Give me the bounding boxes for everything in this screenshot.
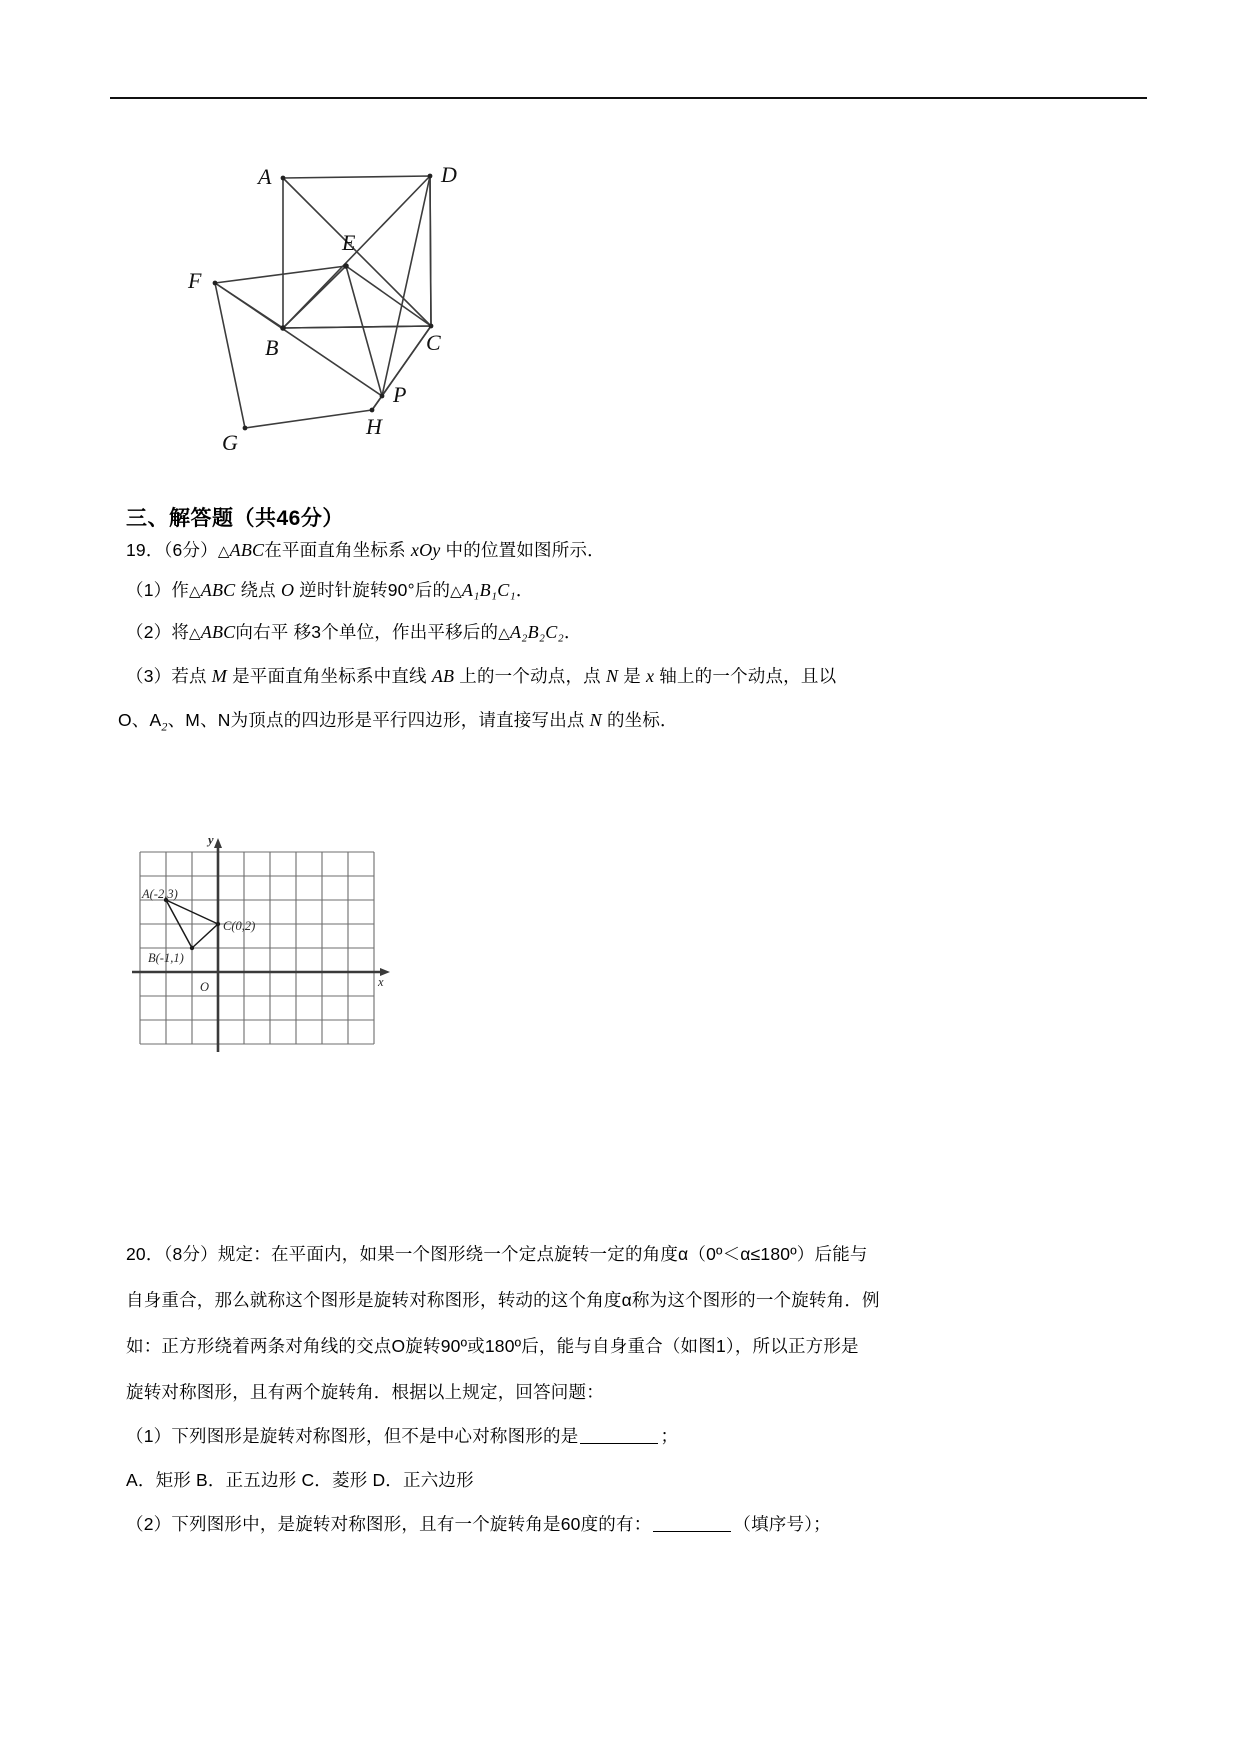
figure-label-A: A xyxy=(258,164,272,189)
geometry-figure-squares xyxy=(150,138,510,478)
grid-label-B: B(-1,1) xyxy=(148,951,184,965)
q20p1-pre: （1）下列图形是旋转对称图形，但不是中心对称图形的是 xyxy=(126,1426,579,1446)
question-20-number: 20 xyxy=(126,1244,146,1264)
q19p2-b: 向右平 移3个单位，作出平移后的 xyxy=(235,622,499,642)
header-rule xyxy=(110,97,1147,99)
q19-abc-label: ABC xyxy=(229,540,265,560)
figure-label-B: B xyxy=(265,335,279,360)
q19-text-b: 中的位置如图所示． xyxy=(445,540,605,560)
grid-label-A: A(-2,3) xyxy=(142,887,178,901)
figure-label-F: F xyxy=(188,268,202,293)
question-19-number: 19 xyxy=(126,540,146,560)
q19p3-m: M xyxy=(211,666,227,686)
q19p1-abc: ABC xyxy=(200,580,236,600)
q19p3-x: x xyxy=(646,666,655,686)
q19p3-a: （3）若点 xyxy=(126,666,207,686)
question-20-line-2: 自身重合，那么就称这个图形是旋转对称图形，转动的这个角度α称为这个图形的一个旋转角．例 xyxy=(126,1290,880,1310)
q19p1-c: 逆时针旋转90°后的 xyxy=(299,580,451,600)
q19p2-a: （2）将 xyxy=(126,622,190,642)
grid-label-origin: O xyxy=(200,980,210,994)
point-B xyxy=(190,946,194,950)
q19p3-d: 是 xyxy=(623,666,641,686)
triangle-icon: △ xyxy=(189,582,201,600)
q19p1-a: （1）作 xyxy=(126,580,190,600)
triangle-icon: △ xyxy=(217,542,230,560)
question-19-part-3-cont xyxy=(118,708,678,739)
q19-xoy: xOy xyxy=(410,540,441,560)
question-20-line-4: 旋转对称图形，且有两个旋转角．根据以上规定，回答问题： xyxy=(126,1382,604,1402)
q19p3-c: 上的一个动点，点 xyxy=(459,666,601,686)
q19p1-b: 绕点 xyxy=(240,580,276,600)
figure-label-C: C xyxy=(426,330,441,355)
q20-line1-text: ．（8分）规定：在平面内，如果一个图形绕一个定点旋转一定的角度α（0º＜α≤180º）后能与 xyxy=(145,1244,868,1264)
question-19-part-2 xyxy=(126,620,582,645)
question-20-options: A．矩形 B．正五边形 C．菱形 D．正六边形 xyxy=(126,1470,474,1490)
q20p2-post: （填序号）； xyxy=(733,1514,831,1534)
grid-label-x-axis: x xyxy=(378,975,384,989)
q19-points: （6分） xyxy=(163,540,218,560)
figure-label-E: E xyxy=(342,230,356,255)
q19p2-end: ． xyxy=(563,622,582,642)
question-20-part-1 xyxy=(126,1424,678,1448)
figure-label-P: P xyxy=(393,382,407,407)
q19p4-c: 的坐标． xyxy=(606,710,678,730)
q19-dot: ． xyxy=(145,540,164,560)
point-C xyxy=(216,922,220,926)
q19p1-end: ． xyxy=(515,580,534,600)
grid-label-y-axis: y xyxy=(208,833,214,847)
grid-label-C: C(0,2) xyxy=(223,919,256,933)
q19p4-n: N xyxy=(589,710,602,730)
q19p3-e: 轴上的一个动点，且以 xyxy=(659,666,837,686)
q20p1-post: ； xyxy=(660,1426,679,1446)
question-20-line-3: 如：正方形绕着两条对角线的交点O旋转90º或180º后，能与自身重合（如图1），所以正方形是 xyxy=(126,1336,859,1356)
coordinate-grid-figure xyxy=(128,830,393,1055)
q19p4-b: 、M、N为顶点的四边形是平行四边形，请直接写出点 xyxy=(167,710,585,730)
question-19-part-3 xyxy=(126,664,836,688)
q19p2-label: A₂B₂C₂ xyxy=(509,622,564,642)
figure-label-D: D xyxy=(441,162,457,187)
q19p3-b: 是平面直角坐标系中直线 xyxy=(232,666,427,686)
section-heading: 三、解答题（共46分） xyxy=(126,507,344,530)
q20p2-pre: （2）下列图形中，是旋转对称图形，且有一个旋转角是60度的有： xyxy=(126,1514,652,1534)
q19p4-sub: 2 xyxy=(161,719,168,734)
question-19-part-1 xyxy=(126,578,534,603)
q19p4-a: O、A xyxy=(118,710,162,730)
q19p3-ab: AB xyxy=(431,666,455,686)
q19p2-abc: ABC xyxy=(200,622,236,642)
q19p3-n: N xyxy=(605,666,619,686)
q19-text-a: 在平面直角坐标系 xyxy=(264,540,406,560)
triangle-icon: △ xyxy=(450,582,462,600)
figure-label-H: H xyxy=(366,414,382,439)
question-20-part-2 xyxy=(126,1512,831,1536)
answer-blank[interactable] xyxy=(580,1429,658,1444)
y-axis-arrow xyxy=(214,838,222,848)
triangle-icon: △ xyxy=(189,624,201,642)
question-19-stem xyxy=(126,538,605,563)
q19p1-label: A₁B₁C₁ xyxy=(461,580,516,600)
question-20-line-1 xyxy=(126,1242,868,1266)
figure-label-G: G xyxy=(222,430,238,455)
answer-blank[interactable] xyxy=(653,1517,731,1532)
triangle-icon: △ xyxy=(498,624,510,642)
q19p1-o: O xyxy=(280,580,295,600)
